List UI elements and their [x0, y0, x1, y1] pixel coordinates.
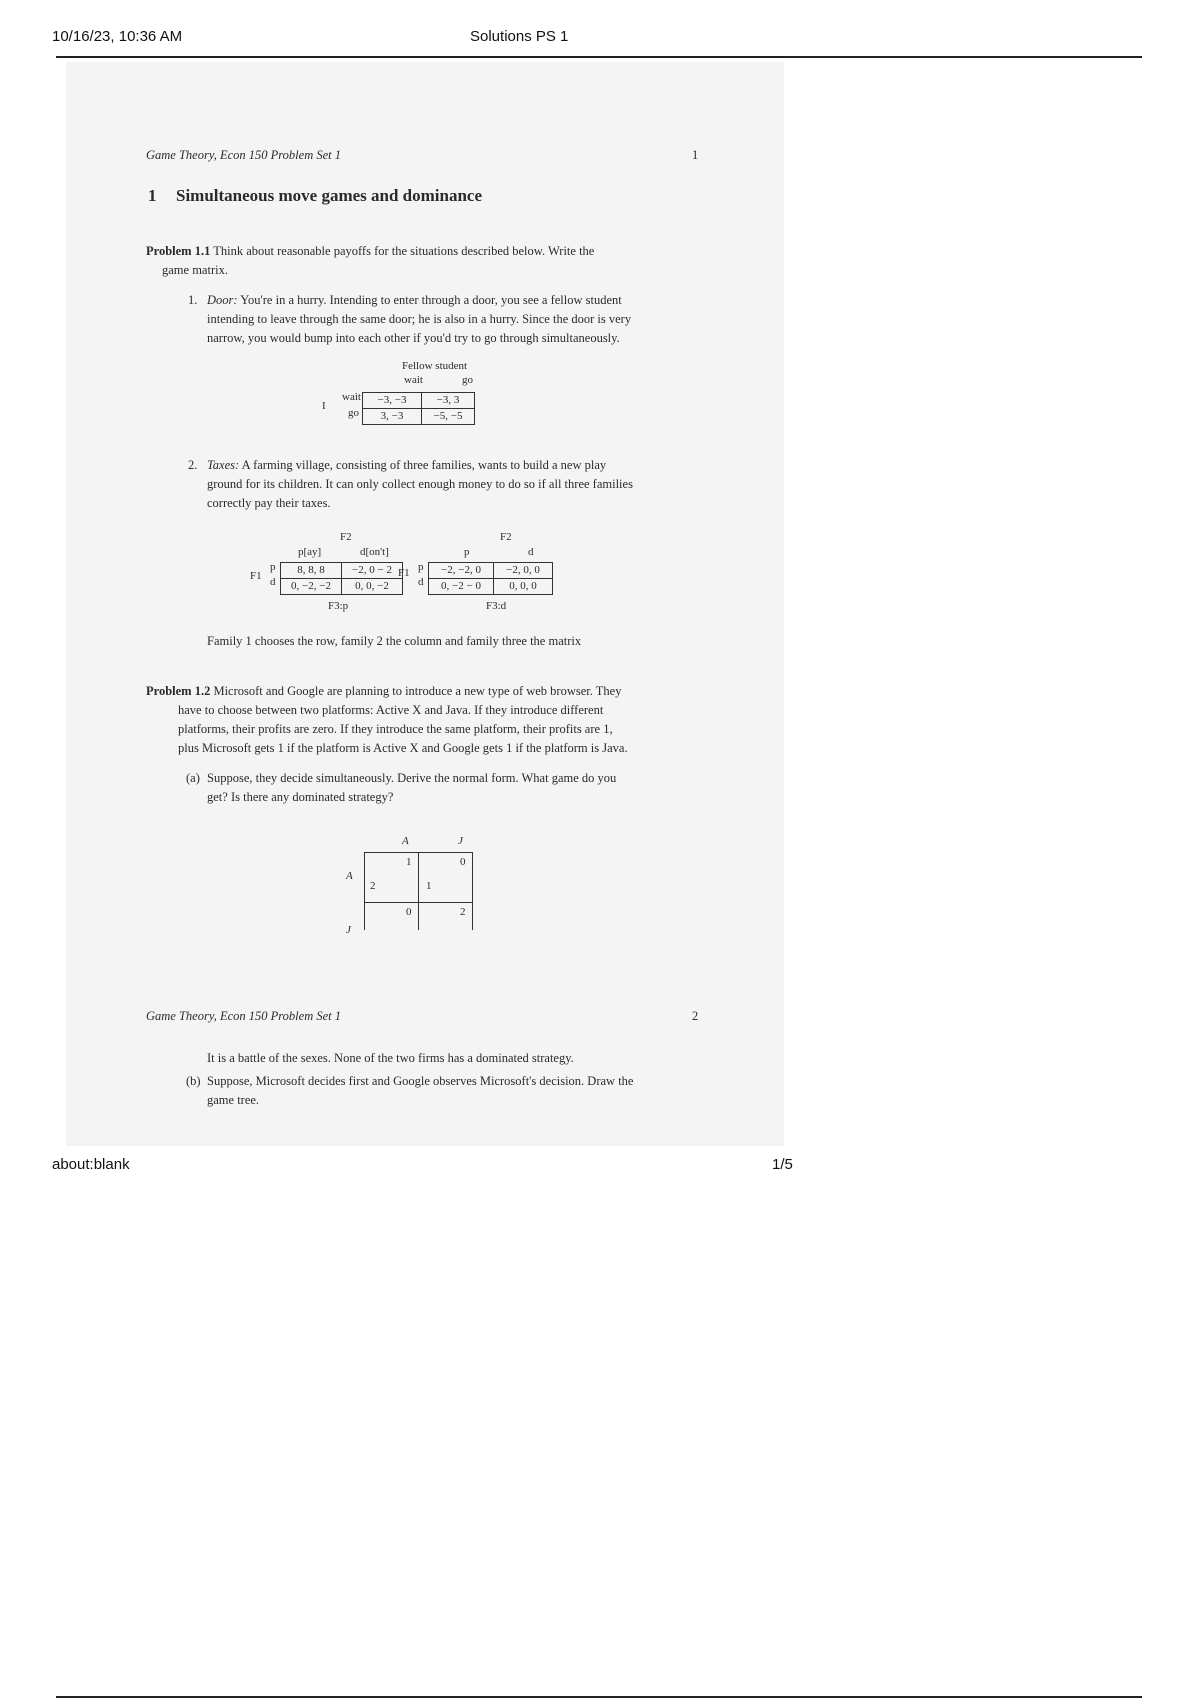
item-1-line2: intending to leave through the same door; he is also in a hurry. Since the door is very: [207, 312, 632, 326]
col-label: p[ay]: [298, 546, 322, 558]
payoff-cell: −3, −3: [363, 393, 422, 409]
question-label: (a): [186, 771, 200, 785]
row-label: go: [348, 407, 359, 419]
item-1-line3: narrow, you would bump into each other if you'd try to go through simultaneously.: [207, 331, 620, 345]
footer-rule: [56, 1696, 1142, 1698]
row-label: p: [418, 561, 424, 573]
col-label: wait: [404, 374, 423, 386]
page-number: 2: [692, 1009, 699, 1023]
row-player-label: I: [322, 400, 326, 412]
question-a-line2: get? Is there any dominated strategy?: [207, 790, 394, 804]
item-title: Taxes:: [207, 458, 240, 472]
item-1-line1: [207, 291, 622, 310]
payoff-cell: −3, 3: [422, 393, 475, 409]
payoff-cell: 3, −3: [363, 409, 422, 425]
item-text: You're in a hurry. Intending to enter through a door, you see a fellow student: [240, 293, 622, 307]
payoff-cell: 0, −2 − 0: [429, 579, 494, 595]
payoff-cell: −5, −5: [422, 409, 475, 425]
question-b-line2: game tree.: [207, 1093, 260, 1107]
payoff-cell: −2, −2, 0: [429, 563, 494, 579]
problem-text: Microsoft and Google are planning to introduce a new type of web browser. They: [213, 684, 622, 698]
problem-text: Think about reasonable payoffs for the situations described below. Write the: [213, 244, 595, 258]
item-title: Door:: [207, 293, 238, 307]
col-label: d[on't]: [360, 546, 389, 558]
print-page-title: Solutions PS 1: [470, 28, 569, 45]
col-label: go: [462, 374, 473, 386]
question-b-line1: Suppose, Microsoft decides first and Google observes Microsoft's decision. Draw the: [207, 1074, 634, 1088]
print-datetime: 10/16/23, 10:36 AM: [52, 28, 183, 45]
tax-matrix-f3-pay: [280, 562, 403, 595]
col-label: d: [528, 546, 534, 558]
row-label: J: [346, 924, 351, 936]
page-number: 1: [692, 148, 699, 162]
payoff-cell: 8, 8, 8: [281, 563, 342, 579]
col-player-label: F2: [340, 531, 352, 543]
col-player-label: Fellow student: [402, 360, 468, 372]
item-2-line2: ground for its children. It can only collect enough money to do so if all three families: [207, 477, 633, 491]
section-title: Simultaneous move games and dominance: [176, 186, 483, 205]
running-head: Game Theory, Econ 150 Problem Set 1: [146, 148, 341, 162]
row-player-label: F1: [398, 567, 410, 579]
problem-1-2-line4: plus Microsoft gets 1 if the platform is Active X and Google gets 1 if the platform is Java.: [178, 741, 628, 755]
item-number: 1.: [188, 293, 198, 307]
item-text: A farming village, consisting of three families, wants to build a new play: [241, 458, 607, 472]
matrix-caption: F3:p: [328, 600, 349, 612]
col-label: J: [458, 835, 463, 847]
problem-label: Problem 1.2: [146, 684, 211, 698]
row-label: p: [270, 561, 276, 573]
matrix-caption: F3:d: [486, 600, 507, 612]
col-label: p: [464, 546, 470, 558]
payoff-value: 1: [406, 856, 412, 868]
row-label: d: [418, 576, 424, 588]
payoff-value: 0: [406, 906, 412, 918]
print-url: about:blank: [52, 1156, 130, 1173]
tax-matrix-f3-dont: [428, 562, 553, 595]
document-sheet: [66, 62, 784, 1146]
payoff-cell: 0, −2, −2: [281, 579, 342, 595]
item-2-line3: correctly pay their taxes.: [207, 496, 331, 510]
row-label: A: [346, 870, 353, 882]
item-number: 2.: [188, 458, 198, 472]
problem-1-2-line2: have to choose between two platforms: Active X and Java. If they introduce different: [178, 703, 604, 717]
section-number: 1: [148, 186, 157, 205]
problem-1-2-line1: [146, 682, 621, 701]
item-2-line1: [207, 456, 606, 475]
door-payoff-matrix: [362, 392, 475, 425]
problem-1-1-line2: game matrix.: [162, 263, 228, 277]
header-rule: [56, 56, 1142, 58]
question-a-line1: Suppose, they decide simultaneously. Derive the normal form. What game do you: [207, 771, 617, 785]
payoff-cell: −2, 0 − 2: [342, 563, 403, 579]
problem-1-1-line1: [146, 242, 594, 261]
print-page-count: 1/5: [772, 1156, 793, 1173]
payoff-value: 0: [460, 856, 466, 868]
row-label: wait: [342, 391, 361, 403]
col-label: A: [402, 835, 409, 847]
payoff-cell: 0, 0, −2: [342, 579, 403, 595]
problem-1-2-line3: platforms, their profits are zero. If they introduce the same platform, their profits are 1,: [178, 722, 613, 736]
row-label: d: [270, 576, 276, 588]
payoff-value: 1: [426, 880, 432, 892]
payoff-cell: −2, 0, 0: [494, 563, 553, 579]
payoff-cell: 0, 0, 0: [494, 579, 553, 595]
answer-a: It is a battle of the sexes. None of the two firms has a dominated strategy.: [207, 1051, 574, 1065]
problem-label: Problem 1.1: [146, 244, 211, 258]
tax-note: Family 1 chooses the row, family 2 the column and family three the matrix: [207, 634, 582, 648]
payoff-value: 2: [370, 880, 376, 892]
question-label: (b): [186, 1074, 201, 1088]
col-player-label: F2: [500, 531, 512, 543]
running-head: Game Theory, Econ 150 Problem Set 1: [146, 1009, 341, 1023]
payoff-value: 2: [460, 906, 466, 918]
row-player-label: F1: [250, 570, 262, 582]
